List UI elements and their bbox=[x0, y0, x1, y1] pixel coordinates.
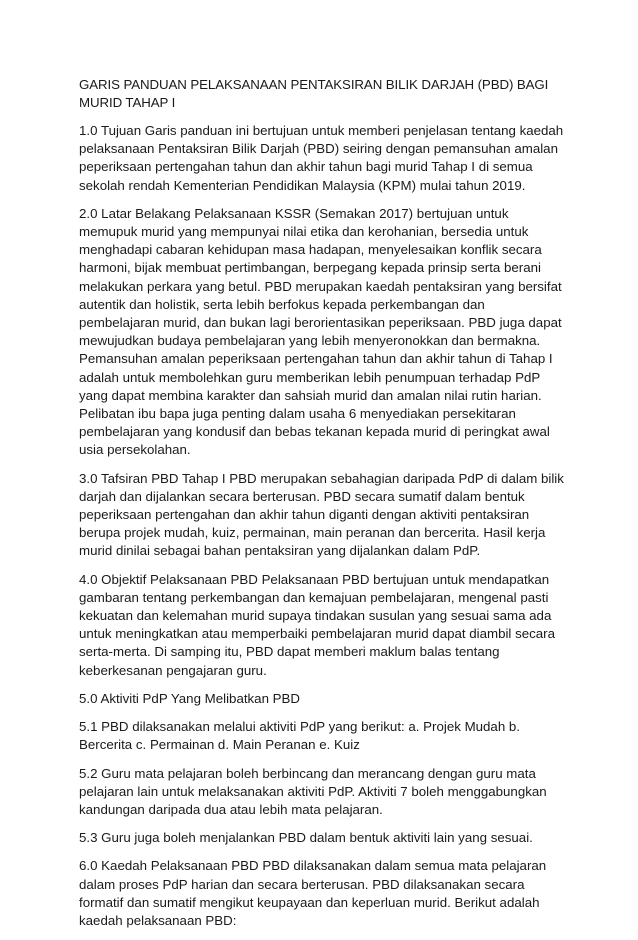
paragraph-5-1: 5.1 PBD dilaksanakan melalui aktiviti PdP yang berikut: a. Projek Mudah b. Bercerita c. Permainan d. Main Peranan e. Kuiz bbox=[79, 719, 521, 753]
paragraph-5-3: 5.3 Guru juga boleh menjalankan PBD dalam bentuk aktiviti lain yang sesuai. bbox=[79, 830, 533, 846]
paragraph-objektif: 4.0 Objektif Pelaksanaan PBD Pelaksanaan PBD bertujuan untuk mendapatkan gambaran tentang perkembangan dan kemajuan pembelajaran, mengenal pasti kekuatan dan kelemahan murid supaya tindakan susulan yang sesuai sama ada untuk meningkatkan atau memperbaiki pembelajaran murid dapat diambil secara serta-merta. Di samping itu, PBD dapat memberi maklum balas tentang keberkesanan pengajaran guru. bbox=[79, 571, 555, 678]
paragraph-kaedah-pelaksanaan: 6.0 Kaedah Pelaksanaan PBD PBD dilaksanakan dalam semua mata pelajaran dalam proses PdP harian dan secara berterusan. PBD dilaksanakan secara formatif dan sumatif mengikut keupayaan dan keperluan murid. Berikut adalah kaedah pelaksanaan PBD: bbox=[79, 858, 547, 928]
heading-aktiviti-pdp: 5.0 Aktiviti PdP Yang Melibatkan PBD bbox=[79, 690, 301, 706]
paragraph-5-2: 5.2 Guru mata pelajaran boleh berbincang dan merancang dengan guru mata pelajaran lain untuk melaksanakan aktiviti PdP. Aktiviti 7 boleh menggabungkan kandungan daripada dua atau lebih mata pelajaran. bbox=[79, 765, 547, 817]
document-title: GARIS PANDUAN PELAKSANAAN PENTAKSIRAN BILIK DARJAH (PBD) BAGI MURID TAHAP I bbox=[79, 77, 549, 110]
document-page bbox=[79, 76, 565, 940]
paragraph-tujuan: 1.0 Tujuan Garis panduan ini bertujuan untuk memberi penjelasan tentang kaedah pelaksanaan Pentaksiran Bilik Darjah (PBD) seiring dengan pemansuhan amalan peperiksaan pertengahan tahun dan akhir tahun bagi murid Tahap I di semua sekolah rendah Kementerian Pendidikan Malaysia (KPM) mulai tahun 2019. bbox=[79, 123, 564, 193]
paragraph-latar-belakang: 2.0 Latar Belakang Pelaksanaan KSSR (Semakan 2017) bertujuan untuk memupuk murid yang mempunyai nilai etika dan kerohanian, bersedia untuk menghadapi cabaran kehidupan masa hadapan, menyelesaikan konflik secara harmoni, bijak membuat pertimbangan, berpegang kepada prinsip serta berani melakukan perkara yang betul. PBD merupakan kaedah pentaksiran yang bersifat autentik dan holistik, serta lebih berfokus kepada perkembangan dan pembelajaran murid, dan bukan lagi berorientasikan peperiksaan. PBD juga dapat mewujudkan budaya pembelajaran yang lebih menyeronokkan dan bermakna. Pemansuhan amalan peperiksaan pertengahan tahun dan akhir tahun di Tahap I adalah untuk membolehkan guru memberikan lebih penumpuan terhadap PdP yang dapat membina karakter dan sahsiah murid dan amalan nilai rutin harian. Pelibatan ibu bapa juga penting dalam usaha 6 menyediakan persekitaran pembelajaran yang kondusif dan bebas tekanan kepada murid di peringkat awal usia persekolahan. bbox=[79, 205, 562, 458]
paragraph-tafsiran: 3.0 Tafsiran PBD Tahap I PBD merupakan sebahagian daripada PdP di dalam bilik darjah dan dijalankan secara berterusan. PBD secara sumatif dalam bentuk peperiksaan pertengahan dan akhir tahun diganti dengan aktiviti pentaksiran berupa projek mudah, kuiz, permainan, main peranan dan bercerita. Hasil kerja murid dinilai sebagai bahan pentaksiran yang dijalankan dalam PdP. bbox=[79, 470, 564, 559]
